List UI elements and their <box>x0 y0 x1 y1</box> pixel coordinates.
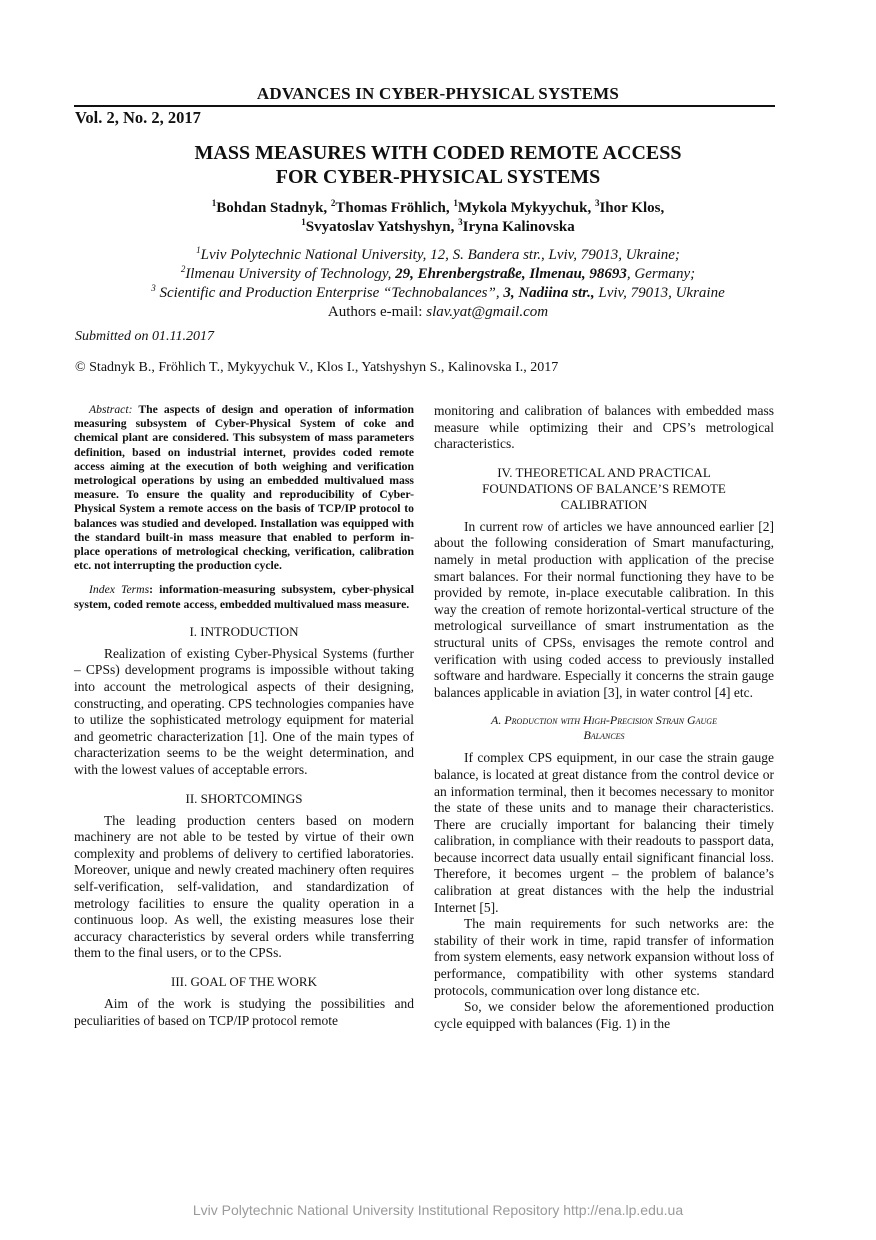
affiliations <box>0 246 876 322</box>
repository-footer: Lviv Polytechnic National University Institutional Repository http://ena.lp.edu.ua <box>192 1202 684 1218</box>
introduction-text: Realization of existing Cyber-Physical Systems (further – CPSs) development programs is impossible without taking into account the metrological aspects of their designing, constructing, and operating. CPS technologies companies have to utilize the sophisticated metrology equipment for material and geometric characterization [1]. One of the main types of characterization seems to be the weight determination, and with the lowest values of acceptable errors. <box>74 645 414 777</box>
production-paragraph-2: The main requirements for such networks are: the stability of their work in time, rapid transfer of information from system elements, easy network expansion without loss of performance, compatibility with other systems standard protocols, communication over long distance etc. <box>434 916 774 998</box>
foundations-text: In current row of articles we have announced earlier [2] about the following consideration of Smart manufacturing, namely in metal production with application of the precise smart balances. For their normal functioning they have to be provided by remote, in-place executable calibration. In this way the creation of remote horizontal-vertical structure of the metrological surveillance of smart instrumentation as the structural units of CPSs, envisages the remote control and verification with using coded access to previously installed software and hardware. Especially it concerns the strain gauge balances applicable in aviation [3], in water control [4] etc. <box>434 518 774 700</box>
section-heading-introduction: I. INTRODUCTION <box>189 623 299 639</box>
section-heading-foundations: IV. THEORETICAL AND PRACTICAL FOUNDATIONS OF BALANCE’S REMOTE CALIBRATION <box>482 464 726 512</box>
production-paragraph-3: So, we consider below the aforementioned production cycle equipped with balances (Fig. 1) in the <box>434 999 774 1031</box>
title-line-1: MASS MEASURES WITH CODED REMOTE ACCESS <box>194 142 682 164</box>
section-heading-goal: III. GOAL OF THE WORK <box>171 973 317 989</box>
section-heading-shortcomings: II. SHORTCOMINGS <box>185 790 303 806</box>
author-line-1: $^1$Bohdan Stadnyk, $^2$Thomas Fröhlich, $^1$Mykola Mykyychuk, $^3$Ihor Klos, <box>211 198 665 216</box>
email-link[interactable]: slav.yat@gmail.com <box>426 304 549 320</box>
author-list <box>0 199 876 237</box>
subsection-heading-production: A. Production with High-Precision Strain Gauge Balances <box>491 713 717 743</box>
copyright: © Stadnyk B., Fröhlich T., Mykyychuk V., Klos I., Yatshyshyn S., Kalinovska I., 2017 <box>75 360 559 375</box>
affiliation-1: $^1$Lviv Polytechnic National University, 12, S. Bandera str., Lviv, 79013, Ukraine; <box>196 245 680 263</box>
right-column <box>434 403 774 1032</box>
index-terms: Index Terms: information-measuring subsystem, cyber-physical system, coded remote access, embedded multivalued mass measure. <box>74 583 414 611</box>
affiliation-2: $^2$Ilmenau University of Technology, 29, Ehrenbergstraße, Ilmenau, 98693, Germany; <box>180 264 696 282</box>
abstract: Abstract: The aspects of design and operation of information measuring subsystem of Cyber-Physical System of coke and chemical plant are considered. This subsystem of mass parameters definition, based on industrial internet, provides coded remote access aiming at the execution of both weighing and verification metrological operations by using an embedded multivalued mass measure. To ensure the quality and reproducibility of Cyber-Physical System a remote access on the basis of TCP/IP protocol to balances was studied and developed. Installation was equipped with the standard built-in mass measure that enabled to perform in-place operations of metrological checking, verification, calibration etc. not interrupting the production cycle. <box>74 403 414 573</box>
paper-title <box>0 141 876 189</box>
author-email: Authors e-mail: slav.yat@gmail.com <box>327 304 549 320</box>
submitted-date: Submitted on 01.11.2017 <box>75 329 214 344</box>
production-paragraph-1: If complex CPS equipment, in our case the strain gauge balance, is located at great distance from the control device or an information terminal, then it becomes necessary to monitor the state of these units and to manage their characteristics. There are crucially important for balancing their timely calibration, in compliance with their readouts to passport data, because incorrect data usually entail significant financial loss. Therefore, it becomes urgent – the problem of balance’s calibration at great distances with the help the industrial Internet [5]. <box>434 750 774 915</box>
goal-text-continued: monitoring and calibration of balances with embedded mass measure while optimizing their and CPS’s metrological characteristics. <box>434 403 774 452</box>
left-column <box>74 403 414 1029</box>
author-line-2: $^1$Svyatoslav Yatshyshyn, $^3$Iryna Kalinovska <box>301 217 575 235</box>
volume-info: Vol. 2, No. 2, 2017 <box>75 108 201 127</box>
affiliation-3: $^3$ Scientific and Production Enterprise “Technobalances”, 3, Nadiina str., Lviv, 79013, Ukraine <box>151 283 725 301</box>
goal-text: Aim of the work is studying the possibilities and peculiarities of based on TCP/IP protocol remote <box>74 995 414 1028</box>
journal-header: ADVANCES IN CYBER-PHYSICAL SYSTEMS <box>256 84 620 103</box>
title-line-2: FOR CYBER-PHYSICAL SYSTEMS <box>275 166 601 188</box>
shortcomings-text: The leading production centers based on modern machinery are not able to be tested by virtue of their own complexity and problems of delivery to certified laboratories. Moreover, unique and newly created machinery often requires self-verification, self-validation, and standardization of metrology facilities to ensure the quality operation in a continuous loop. As well, the existing measures lose their accuracy characteristics by several orders while transferring them to the final users, or to the CPSs. <box>74 812 414 961</box>
header-rule <box>74 105 775 107</box>
